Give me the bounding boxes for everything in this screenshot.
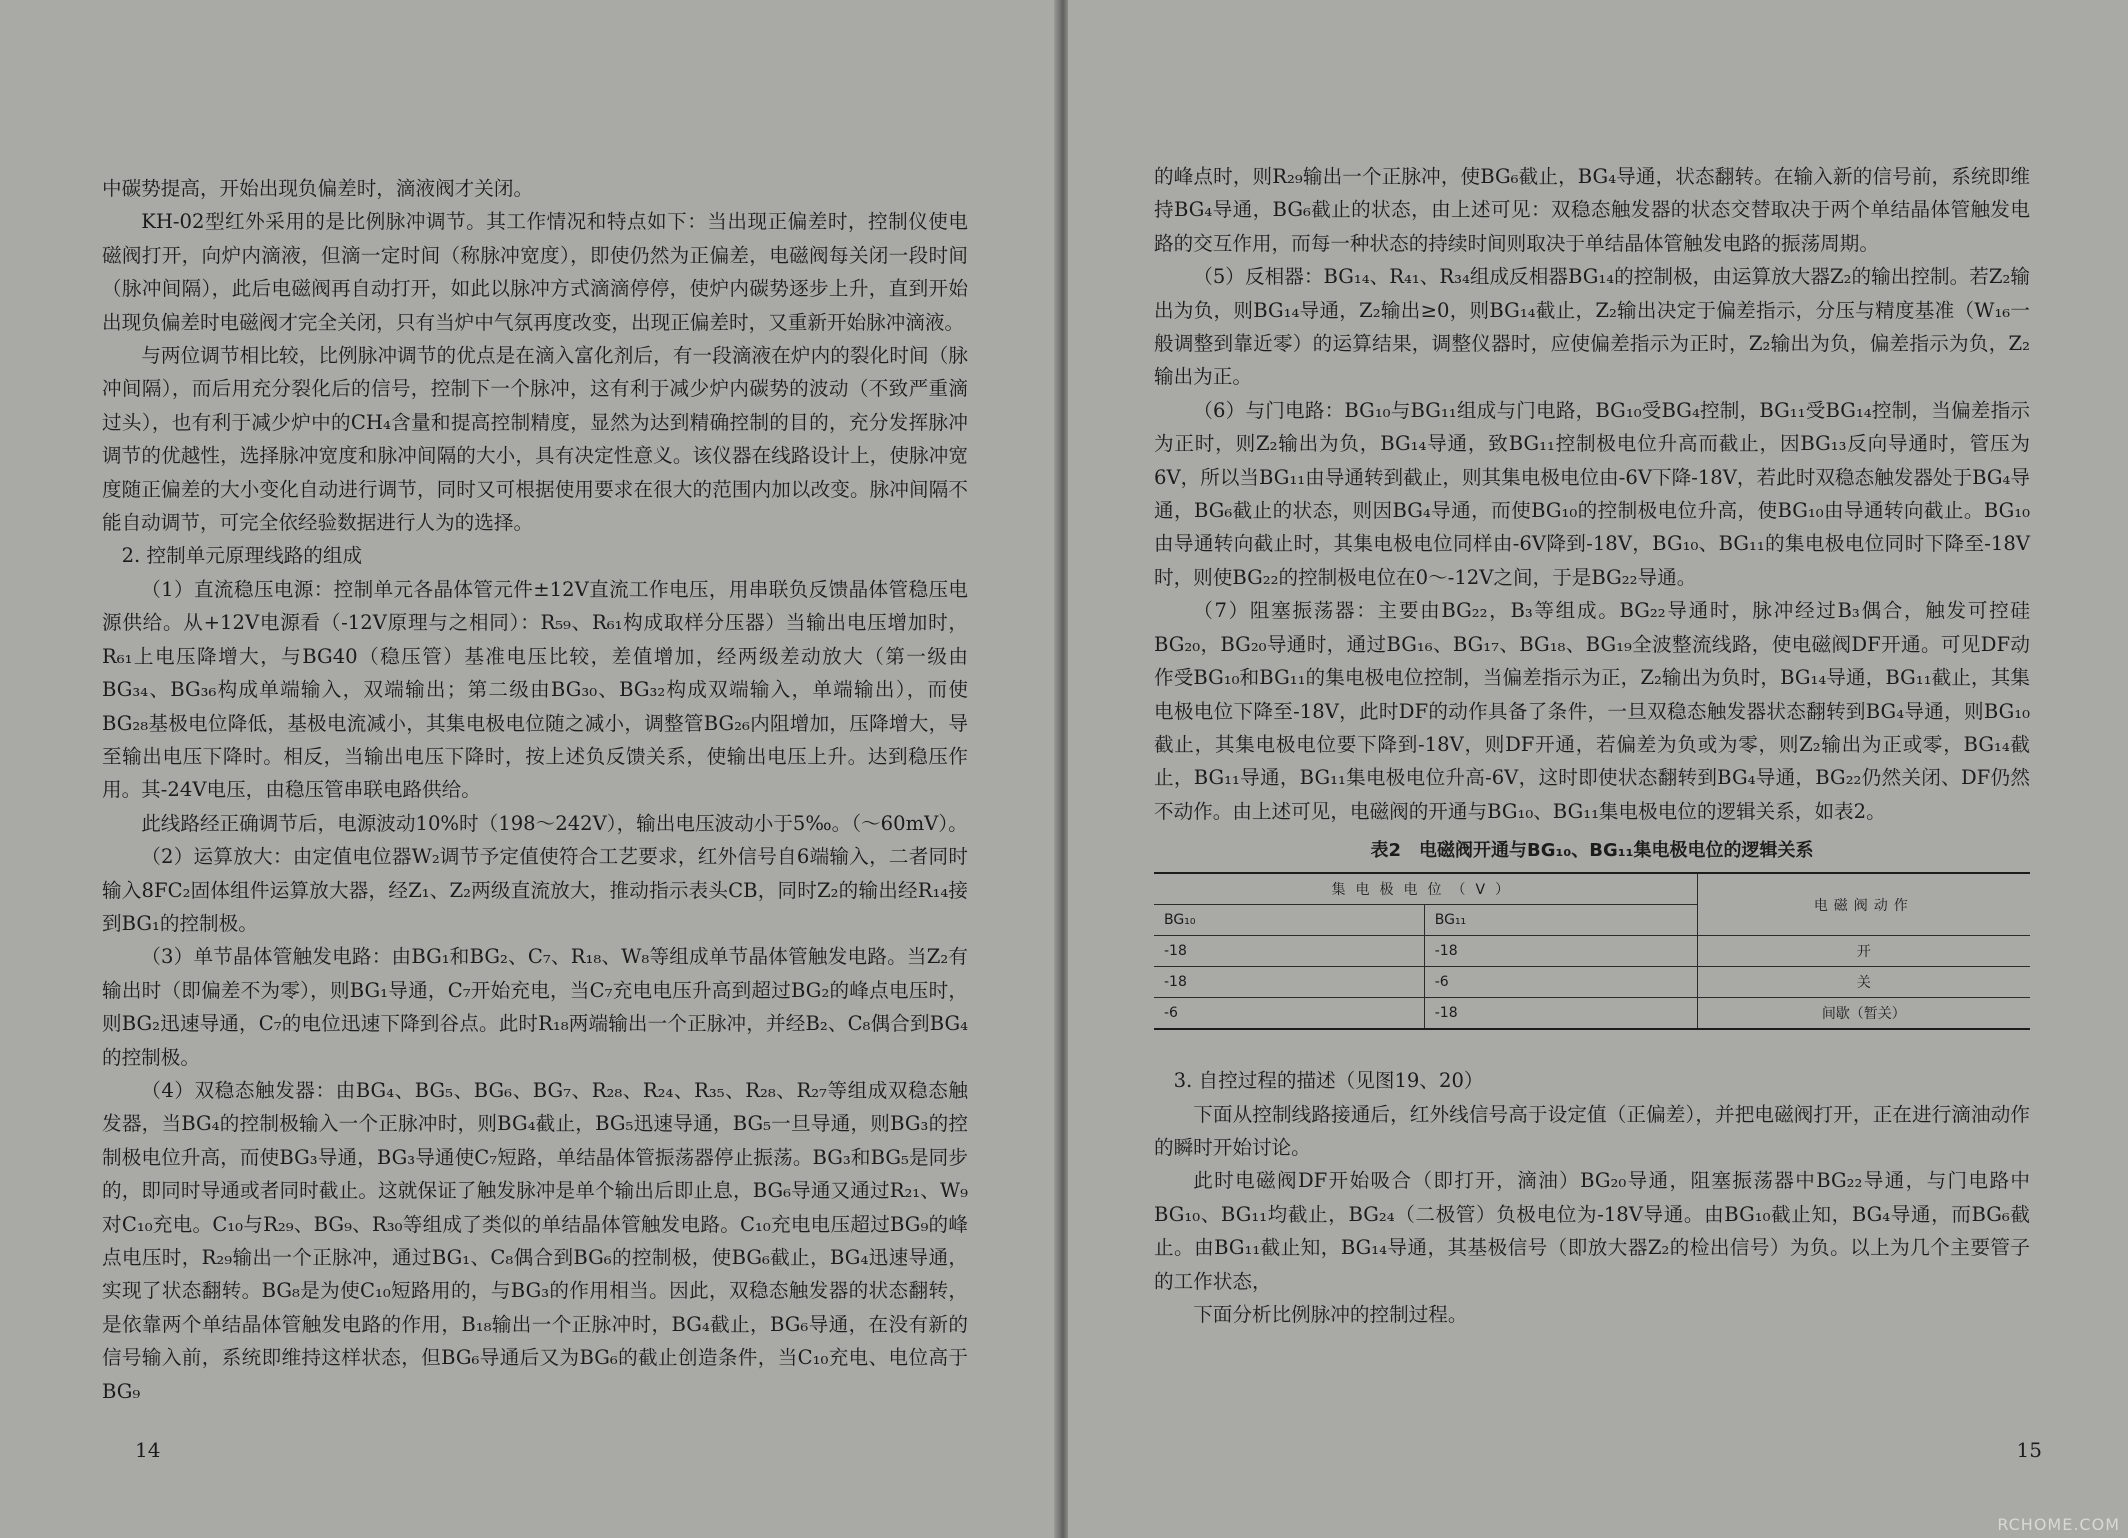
page-number-left: 14 [135,1438,161,1462]
right-paragraph: （7）阻塞振荡器：主要由BG₂₂，B₃等组成。BG₂₂导通时，脉冲经过B₃偶合，触发可控硅BG₂₀，BG₂₀导通时，通过BG₁₆、BG₁₇、BG₁₈、BG₁₉全波整流线路，使电磁阀DF开通。可见DF动作受BG₁₀和BG₁₁的集电极电位控制，当偏差指示为正，Z₂输出为负时，BG₁₄导通，BG₁₁截止，其集电极电位下降至-18V，此时DF的动作具备了条件，一旦双稳态触发器状态翻转到BG₄导通，则BG₁₀截止，其集电极电位要下降到-18V，则DF开通，若偏差为负或为零，则Z₂输出为正或零，BG₁₄截止，BG₁₁导通，BG₁₁集电极电位升高-6V，这时即使状态翻转到BG₄导通，BG₂₂仍然关闭、DF仍然不动作。由上述可见，电磁阀的开通与BG₁₀、BG₁₁集电极电位的逻辑关系，如表2。 [1154,599,2030,823]
right-page-text-bottom [1154,1064,2030,1331]
right-page-text [1154,160,2030,828]
table-cell: -6 [1424,967,1697,998]
right-paragraph: （6）与门电路：BG₁₀与BG₁₁组成与门电路，BG₁₀受BG₄控制，BG₁₁受BG₁₄控制，当偏差指示为正时，则Z₂输出为负，BG₁₄导通，致BG₁₁控制极电位升高而截止，因BG₁₃反向导通时，管压为6V，所以当BG₁₁由导通转到截止，则其集电极电位由-6V下降-18V，若此时双稳态触发器处于BG₄导通，BG₆截止的状态，则因BG₄导通，而使BG₁₀的控制极电位升高，使BG₁₀由导通转向截止。BG₁₀由导通转向截止时，其集电极电位同样由-6V降到-18V，BG₁₀、BG₁₁的集电极电位同时下降至-18V时，则使BG₂₂的控制极电位在0～-12V之间，于是BG₂₂导通。 [1154,398,2030,589]
watermark: RCHOME.COM [1997,1515,2120,1534]
left-paragraph: （3）单节晶体管触发电路：由BG₁和BG₂、C₇、R₁₈、W₈等组成单节晶体管触发电路。当Z₂有输出时（即偏差不为零），则BG₁导通，C₇开始充电，当C₇充电电压升高到超过BG₂的峰点电压时，则BG₂迅速导通，C₇的电位迅速下降到谷点。此时R₁₈两端输出一个正脉冲，并经B₂、C₈偶合到BG₄的控制极。 [102,945,968,1069]
table-action-header: 电磁阀动作 [1697,873,2030,936]
table-cell: -18 [1424,936,1697,967]
table-header-row [1154,873,2030,905]
left-paragraph: KH-02型红外采用的是比例脉冲调节。其工作情况和特点如下：当出现正偏差时，控制仪使电磁阀打开，向炉内滴液，但滴一定时间（称脉冲宽度），即使仍然为正偏差，电磁阀每关闭一段时间（脉冲间隔），此后电磁阀再自动打开，如此以脉冲方式滴滴停停，使炉内碳势逐步上升，直到开始出现负偏差时电磁阀才完全关闭，只有当炉中气氛再度改变，出现正偏差时，又重新开始脉冲滴液。 [102,210,968,334]
right-paragraph: 此时电磁阀DF开始吸合（即打开，滴油）BG₂₀导通，阻塞振荡器中BG₂₂导通，与门电路中BG₁₀、BG₁₁均截止，BG₂₄（二极管）负极电位为-18V导通。由BG₁₀截止知，BG₄导通，而BG₆截止。由BG₁₁截止知，BG₁₄导通，其基极信号（即放大器Z₂的检出信号）为负。以上为几个主要管子的工作状态， [1154,1169,2030,1293]
left-paragraph: （4）双稳态触发器：由BG₄、BG₅、BG₆、BG₇、R₂₈、R₂₄、R₃₅、R₂₈、R₂₇等组成双稳态触发器，当BG₄的控制极输入一个正脉冲时，则BG₄截止，BG₅迅速导通，BG₅一旦导通，则BG₃的控制极电位升高，而使BG₃导通，BG₃导通使C₇短路，单结晶体管振荡器停止振荡。BG₃和BG₅是同步的，即同时导通或者同时截止。这就保证了触发脉冲是单个输出后即止息，BG₆导通又通过R₂₁、W₉对C₁₀充电。C₁₀与R₂₉、BG₉、R₃₀等组成了类似的单结晶体管触发电路。C₁₀充电电压超过BG₉的峰点电压时，R₂₉输出一个正脉冲，通过BG₁、C₈偶合到BG₆的控制极，使BG₆截止，BG₄迅速导通，实现了状态翻转。BG₈是为使C₁₀短路用的，与BG₃的作用相当。因此，双稳态触发器的状态翻转，是依靠两个单结晶体管触发电路的作用，B₁₈输出一个正脉冲时，BG₄截止，BG₆导通，在没有新的信号输入前，系统即维持这样状态，但BG₆导通后又为BG₆的截止创造条件，当C₁₀充电、电位高于BG₉ [102,1078,968,1403]
page-number-right: 15 [2016,1438,2042,1462]
table-cell: -18 [1424,998,1697,1030]
table-col-bg10: BG₁₀ [1154,905,1424,936]
section-heading: 2. 控制单元原理线路的组成 [121,544,363,568]
right-page [1068,0,2128,1538]
table-cell: -18 [1154,936,1424,967]
table-cell: 关 [1697,967,2030,998]
table-cell: -6 [1154,998,1424,1030]
left-paragraph: （1）直流稳压电源：控制单元各晶体管元件±12V直流工作电压，用串联负反馈晶体管稳压电源供给。从+12V电源看（-12V原理与之相同）：R₅₉、R₆₁构成取样分压器）当输出电压增加时，R₆₁上电压降增大，与BG40（稳压管）基准电压比较，差值增加，经两级差动放大（第一级由BG₃₄、BG₃₆构成单端输入，双端输出；第二级由BG₃₀、BG₃₂构成双端输入，单端输出），而使BG₂₈基极电位降低，基极电流减小，其集电极电位随之减小，调整管BG₂₆内阻增加，压降增大，导至输出电压下降时。相反，当输出电压下降时，按上述负反馈关系，使输出电压上升。达到稳压作用。其-24V电压，由稳压管串联电路供给。 [102,577,968,802]
right-paragraph: 下面分析比例脉冲的控制过程。 [1193,1302,1468,1326]
right-paragraph: 下面从控制线路接通后，红外线信号高于设定值（正偏差），并把电磁阀打开，正在进行滴油动作的瞬时开始讨论。 [1154,1102,2030,1159]
left-paragraph: 此线路经正确调节后，电源波动10%时（198～242V），输出电压波动小于5‰。（～60mV）。 [141,811,968,835]
logic-table [1154,872,2030,1030]
table-row [1154,936,2030,967]
left-page [0,0,1058,1538]
table-row [1154,998,2030,1030]
right-paragraph: （5）反相器：BG₁₄、R₄₁、R₃₄组成反相器BG₁₄的控制极，由运算放大器Z₂的输出控制。若Z₂输出为负，则BG₁₄导通，Z₂输出≥0，则BG₁₄截止，Z₂输出决定于偏差指示，分压与精度基准（W₁₆一般调整到靠近零）的运算结果，调整仪器时，应使偏差指示为正时，Z₂输出为负，偏差指示为负，Z₂输出为正。 [1154,265,2030,389]
table-group-header: 集电极电位（V） [1154,873,1697,905]
table-col-bg11: BG₁₁ [1424,905,1697,936]
right-paragraph: 的峰点时，则R₂₉输出一个正脉冲，使BG₆截止，BG₄导通，状态翻转。在输入新的信号前，系统即维持BG₄导通，BG₆截止的状态，由上述可见：双稳态触发器的状态交替取决于两个单结晶体管触发电路的交互作用，而每一种状态的持续时间则取决于单结晶体管触发电路的振荡周期。 [1154,165,2030,255]
left-paragraph: 与两位调节相比较，比例脉冲调节的优点是在滴入富化剂后，有一段滴液在炉内的裂化时间（脉冲间隔），而后用充分裂化后的信号，控制下一个脉冲，这有利于减少炉内碳势的波动（不致严重滴过头），也有利于减少炉中的CH₄含量和提高控制精度，显然为达到精确控制的目的，充分发挥脉冲调节的优越性，选择脉冲宽度和脉冲间隔的大小，具有决定性意义。该仪器在线路设计上，使脉冲宽度随正偏差的大小变化自动进行调节，同时又可根据使用要求在很大的范围内加以改变。脉冲间隔不能自动调节，可完全依经验数据进行人为的选择。 [102,344,968,535]
left-paragraph: 中碳势提高，开始出现负偏差时，滴液阀才关闭。 [102,177,534,200]
table-caption: 表2 电磁阀开通与BG₁₀、BG₁₁集电极电位的逻辑关系 [1370,840,1814,862]
section-heading: 3. 自控过程的描述（见图19、20） [1173,1069,1484,1093]
left-paragraph: （2）运算放大：由定值电位器W₂调节予定值使符合工艺要求，红外信号自6端输入，二者同时输入8FC₂固体组件运算放大器，经Z₁、Z₂两级直流放大，推动指示表头CB，同时Z₂的输出经R₁₄接到BG₁的控制极。 [102,845,968,935]
table-cell: 间歇（暂关） [1697,998,2030,1030]
left-page-text [102,172,968,1408]
table-cell: -18 [1154,967,1424,998]
table-row [1154,967,2030,998]
table-cell: 开 [1697,936,2030,967]
